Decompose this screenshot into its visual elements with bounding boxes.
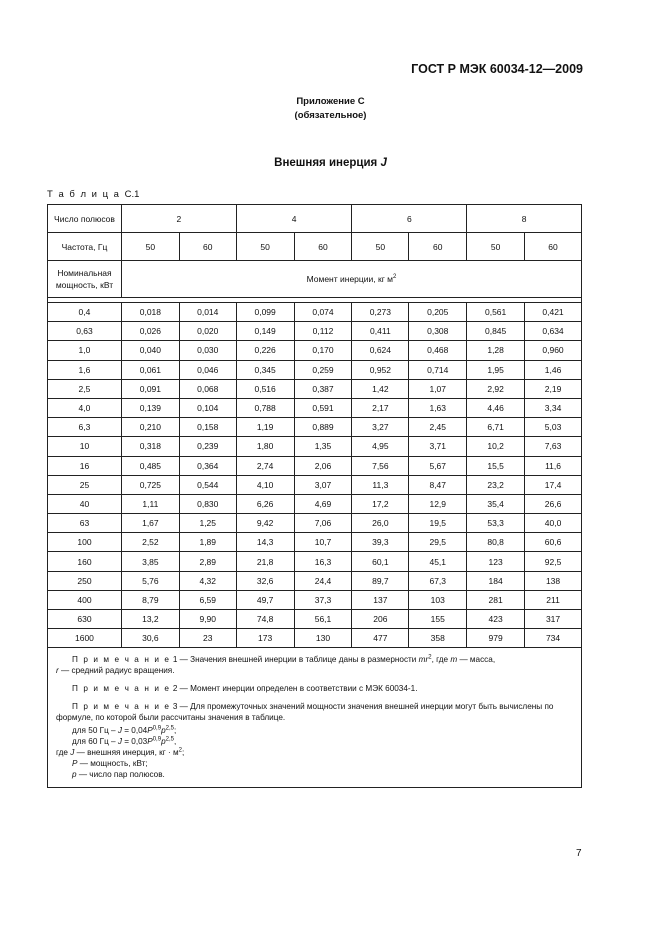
poles-row — [48, 205, 582, 233]
inertia-cell: 2,06 — [294, 456, 352, 475]
formula-60-exp-p: 2,5 — [165, 736, 174, 743]
where-p-line — [56, 769, 573, 780]
inertia-cell: 0,068 — [179, 379, 236, 398]
document-header: ГОСТ Р МЭК 60034-12—2009 — [411, 62, 583, 76]
inertia-cell: 89,7 — [352, 571, 409, 590]
poles-cell: 8 — [467, 205, 582, 233]
inertia-cell: 0,139 — [121, 398, 179, 417]
inertia-cell: 12,9 — [409, 494, 467, 513]
inertia-cell: 0,889 — [294, 418, 352, 437]
moment-header-sup: 2 — [393, 274, 397, 281]
inertia-cell: 477 — [352, 629, 409, 648]
moment-header — [121, 261, 581, 298]
inertia-cell: 0,046 — [179, 360, 236, 379]
formula-50-J: J — [117, 726, 122, 736]
inertia-cell: 45,1 — [409, 552, 467, 571]
note-1-text-d: — средний радиус вращения. — [58, 666, 175, 676]
inertia-cell: 3,07 — [294, 475, 352, 494]
inertia-cell: 0,830 — [179, 494, 236, 513]
note-1-text-c: — масса, — [457, 655, 496, 665]
table-row — [48, 552, 582, 571]
inertia-cell: 7,63 — [525, 437, 582, 456]
note-1-sup: 2 — [428, 654, 432, 661]
inertia-cell: 0,318 — [121, 437, 179, 456]
frequency-cell: 50 — [121, 233, 179, 261]
inertia-cell: 11,3 — [352, 475, 409, 494]
inertia-cell: 0,714 — [409, 360, 467, 379]
table-row — [48, 514, 582, 533]
inertia-cell: 2,45 — [409, 418, 467, 437]
inertia-cell: 17,2 — [352, 494, 409, 513]
poles-cell: 4 — [236, 205, 352, 233]
inertia-cell: 35,4 — [467, 494, 525, 513]
inertia-cell: 0,030 — [179, 341, 236, 360]
inertia-cell: 0,104 — [179, 398, 236, 417]
inertia-cell: 1,42 — [352, 379, 409, 398]
where-p: p — [72, 770, 77, 780]
note-2-label: П р и м е ч а н и е — [72, 684, 171, 694]
power-cell: 1,6 — [48, 360, 122, 379]
inertia-cell: 0,112 — [294, 322, 352, 341]
table-row — [48, 571, 582, 590]
power-cell: 25 — [48, 475, 122, 494]
frequency-cell: 50 — [467, 233, 525, 261]
inertia-cell: 60,6 — [525, 533, 582, 552]
formula-60-label: для 60 Гц – — [72, 737, 118, 747]
inertia-cell: 8,79 — [121, 590, 179, 609]
frequency-cell: 60 — [294, 233, 352, 261]
where-sup: 2 — [178, 747, 182, 754]
frequency-cell: 50 — [352, 233, 409, 261]
note-1 — [56, 654, 573, 676]
inertia-cell: 358 — [409, 629, 467, 648]
inertia-cell: 4,32 — [179, 571, 236, 590]
notes-row — [48, 648, 582, 788]
inertia-cell: 3,71 — [409, 437, 467, 456]
table-row — [48, 379, 582, 398]
formula-50-label: для 50 Гц – — [72, 726, 118, 736]
power-cell: 16 — [48, 456, 122, 475]
inertia-cell: 4,46 — [467, 398, 525, 417]
inertia-cell: 0,960 — [525, 341, 582, 360]
inertia-cell: 23,2 — [467, 475, 525, 494]
inertia-cell: 1,95 — [467, 360, 525, 379]
inertia-cell: 1,63 — [409, 398, 467, 417]
inertia-cell: 0,259 — [294, 360, 352, 379]
inertia-cell: 4,95 — [352, 437, 409, 456]
inertia-cell: 0,239 — [179, 437, 236, 456]
inertia-cell: 0,845 — [467, 322, 525, 341]
inertia-cell: 67,3 — [409, 571, 467, 590]
formula-50-p: p — [161, 726, 166, 736]
inertia-cell: 0,387 — [294, 379, 352, 398]
inertia-cell: 0,468 — [409, 341, 467, 360]
inertia-cell: 21,8 — [236, 552, 294, 571]
inertia-cell: 1,80 — [236, 437, 294, 456]
inertia-cell: 0,026 — [121, 322, 179, 341]
inertia-cell: 206 — [352, 610, 409, 629]
inertia-cell: 7,06 — [294, 514, 352, 533]
power-cell: 1,0 — [48, 341, 122, 360]
power-cell: 0,63 — [48, 322, 122, 341]
inertia-cell: 0,018 — [121, 303, 179, 322]
inertia-cell: 0,624 — [352, 341, 409, 360]
power-header-line-2: мощность, кВт — [55, 280, 114, 290]
inertia-cell: 26,0 — [352, 514, 409, 533]
table-row — [48, 437, 582, 456]
inertia-cell: 4,69 — [294, 494, 352, 513]
power-cell: 4,0 — [48, 398, 122, 417]
table-row — [48, 341, 582, 360]
inertia-cell: 92,5 — [525, 552, 582, 571]
inertia-cell: 2,19 — [525, 379, 582, 398]
inertia-cell: 0,040 — [121, 341, 179, 360]
inertia-cell: 130 — [294, 629, 352, 648]
inertia-cell: 80,8 — [467, 533, 525, 552]
note-1-text-a: Значения внешней инерции в таблице даны в размерности — [190, 655, 419, 665]
note-3-label: П р и м е ч а н и е — [72, 702, 171, 712]
formula-60-p: p — [161, 737, 166, 747]
inertia-cell: 0,014 — [179, 303, 236, 322]
frequency-cell: 50 — [236, 233, 294, 261]
appendix-subtitle: (обязательное) — [294, 110, 367, 121]
power-cell: 10 — [48, 437, 122, 456]
inertia-cell: 14,3 — [236, 533, 294, 552]
table-row — [48, 303, 582, 322]
inertia-cell: 1,89 — [179, 533, 236, 552]
table-row — [48, 494, 582, 513]
formula-50-exp-p: 2,5 — [165, 725, 174, 732]
power-cell: 160 — [48, 552, 122, 571]
inertia-cell: 979 — [467, 629, 525, 648]
table-row — [48, 610, 582, 629]
inertia-cell: 11,6 — [525, 456, 582, 475]
inertia-cell: 3,27 — [352, 418, 409, 437]
inertia-cell: 6,71 — [467, 418, 525, 437]
power-cell: 40 — [48, 494, 122, 513]
inertia-cell: 0,411 — [352, 322, 409, 341]
table-row — [48, 360, 582, 379]
formula-60-J: J — [117, 737, 122, 747]
where-p-text: — число пар полюсов. — [76, 770, 165, 780]
moment-header-text: Момент инерции, кг м — [306, 274, 394, 284]
inertia-cell: 5,67 — [409, 456, 467, 475]
where-prefix: где — [56, 748, 71, 758]
inertia-cell: 0,099 — [236, 303, 294, 322]
inertia-cell: 281 — [467, 590, 525, 609]
inertia-cell: 24,4 — [294, 571, 352, 590]
formula-60-exp-P: 0,9 — [152, 736, 162, 743]
inertia-cell: 2,52 — [121, 533, 179, 552]
inertia-cell: 26,6 — [525, 494, 582, 513]
inertia-cell: 0,170 — [294, 341, 352, 360]
section-title — [0, 157, 661, 169]
inertia-cell: 17,4 — [525, 475, 582, 494]
frequency-cell: 60 — [179, 233, 236, 261]
page-number: 7 — [576, 848, 582, 859]
table-label-text: Т а б л и ц а — [47, 189, 121, 200]
where-line — [56, 747, 573, 758]
section-title-symbol: J — [380, 157, 387, 169]
inertia-cell: 1,46 — [525, 360, 582, 379]
formula-50-exp-P: 0,9 — [152, 725, 162, 732]
frequency-cell: 60 — [409, 233, 467, 261]
inertia-cell: 0,952 — [352, 360, 409, 379]
note-2 — [56, 683, 573, 694]
table-row — [48, 322, 582, 341]
inertia-cell: 0,226 — [236, 341, 294, 360]
inertia-cell: 39,3 — [352, 533, 409, 552]
inertia-cell: 0,308 — [409, 322, 467, 341]
power-cell: 6,3 — [48, 418, 122, 437]
inertia-cell: 8,47 — [409, 475, 467, 494]
inertia-cell: 184 — [467, 571, 525, 590]
inertia-cell: 9,42 — [236, 514, 294, 533]
inertia-cell: 3,85 — [121, 552, 179, 571]
inertia-cell: 3,34 — [525, 398, 582, 417]
inertia-cell: 7,56 — [352, 456, 409, 475]
poles-cell: 2 — [121, 205, 236, 233]
inertia-cell: 5,76 — [121, 571, 179, 590]
table-row — [48, 533, 582, 552]
note-3-num: 3 — — [170, 702, 191, 712]
inertia-cell: 103 — [409, 590, 467, 609]
inertia-cell: 0,061 — [121, 360, 179, 379]
inertia-cell: 30,6 — [121, 629, 179, 648]
power-cell: 400 — [48, 590, 122, 609]
inertia-cell: 0,210 — [121, 418, 179, 437]
inertia-cell: 2,74 — [236, 456, 294, 475]
inertia-cell: 0,634 — [525, 322, 582, 341]
frequency-cell: 60 — [525, 233, 582, 261]
notes-cell — [48, 648, 582, 788]
inertia-cell: 1,35 — [294, 437, 352, 456]
inertia-cell: 0,421 — [525, 303, 582, 322]
where-text: — внешняя инерция, кг · м — [74, 748, 179, 758]
formula-50-coef: = 0,04 — [121, 726, 148, 736]
inertia-cell: 1,67 — [121, 514, 179, 533]
inertia-cell: 0,561 — [467, 303, 525, 322]
inertia-cell: 0,544 — [179, 475, 236, 494]
inertia-cell: 23 — [179, 629, 236, 648]
note-1-m: m — [450, 655, 458, 665]
inertia-cell: 0,273 — [352, 303, 409, 322]
note-3-text: Для промежуточных значений мощности значения внешней инерции могут быть вычислены по формуле, по которой были рассчитаны значения в таблице. — [56, 702, 554, 723]
inertia-cell: 1,25 — [179, 514, 236, 533]
table-row — [48, 398, 582, 417]
inertia-cell: 0,149 — [236, 322, 294, 341]
where-J: J — [70, 748, 75, 758]
table-label-number: С.1 — [124, 189, 140, 200]
note-2-num: 2 — — [170, 684, 191, 694]
inertia-cell: 16,3 — [294, 552, 352, 571]
note-2-text: Момент инерции определен в соответствии с МЭК 60034-1. — [190, 684, 418, 694]
appendix-title: Приложение С — [296, 96, 365, 107]
formula-60-P: P — [147, 737, 153, 747]
inertia-cell: 138 — [525, 571, 582, 590]
inertia-cell: 10,7 — [294, 533, 352, 552]
note-1-num: 1 — — [170, 655, 191, 665]
inertia-cell: 2,17 — [352, 398, 409, 417]
table-row — [48, 475, 582, 494]
where-P-line — [56, 758, 573, 769]
inertia-cell: 29,5 — [409, 533, 467, 552]
table-row — [48, 418, 582, 437]
inertia-cell: 317 — [525, 610, 582, 629]
table-label — [47, 189, 139, 200]
note-1-text-b: , где — [431, 655, 451, 665]
power-cell: 250 — [48, 571, 122, 590]
note-3 — [56, 701, 573, 723]
power-cell: 63 — [48, 514, 122, 533]
note-1-r: r — [56, 666, 59, 676]
power-cell: 2,5 — [48, 379, 122, 398]
table-row — [48, 456, 582, 475]
section-title-text: Внешняя инерция — [274, 157, 381, 169]
inertia-cell: 53,3 — [467, 514, 525, 533]
power-cell: 630 — [48, 610, 122, 629]
inertia-cell: 1,07 — [409, 379, 467, 398]
inertia-cell: 32,6 — [236, 571, 294, 590]
table-row — [48, 590, 582, 609]
table-row — [48, 629, 582, 648]
inertia-cell: 0,345 — [236, 360, 294, 379]
inertia-cell: 0,788 — [236, 398, 294, 417]
inertia-cell: 0,485 — [121, 456, 179, 475]
note-1-label: П р и м е ч а н и е — [72, 655, 171, 665]
inertia-cell: 40,0 — [525, 514, 582, 533]
where-P: P — [72, 759, 78, 769]
inertia-cell: 123 — [467, 552, 525, 571]
inertia-cell: 0,158 — [179, 418, 236, 437]
inertia-cell: 734 — [525, 629, 582, 648]
inertia-cell: 0,516 — [236, 379, 294, 398]
inertia-cell: 155 — [409, 610, 467, 629]
inertia-cell: 0,591 — [294, 398, 352, 417]
where-end: ; — [182, 748, 185, 758]
power-cell: 100 — [48, 533, 122, 552]
inertia-cell: 19,5 — [409, 514, 467, 533]
where-P-text: — мощность, кВт; — [77, 759, 148, 769]
power-cell: 0,4 — [48, 303, 122, 322]
inertia-cell: 6,26 — [236, 494, 294, 513]
poles-cell: 6 — [352, 205, 467, 233]
data-rows — [48, 303, 582, 648]
inertia-cell: 2,92 — [467, 379, 525, 398]
inertia-cell: 0,074 — [294, 303, 352, 322]
inertia-cell: 211 — [525, 590, 582, 609]
inertia-cell: 0,364 — [179, 456, 236, 475]
inertia-cell: 2,89 — [179, 552, 236, 571]
inertia-cell: 6,59 — [179, 590, 236, 609]
poles-header: Число полюсов — [48, 205, 122, 233]
inertia-table — [47, 204, 582, 788]
frequency-header: Частота, Гц — [48, 233, 122, 261]
appendix-heading — [0, 95, 661, 123]
inertia-cell: 5,03 — [525, 418, 582, 437]
formula-50-P: P — [147, 726, 153, 736]
inertia-cell: 0,725 — [121, 475, 179, 494]
inertia-cell: 1,11 — [121, 494, 179, 513]
inertia-cell: 423 — [467, 610, 525, 629]
inertia-cell: 137 — [352, 590, 409, 609]
power-cell: 1600 — [48, 629, 122, 648]
inertia-cell: 49,7 — [236, 590, 294, 609]
inertia-cell: 4,10 — [236, 475, 294, 494]
inertia-cell: 60,1 — [352, 552, 409, 571]
inertia-cell: 56,1 — [294, 610, 352, 629]
power-header-line-1: Номинальная — [57, 268, 112, 278]
formula-50hz: для 50 Гц – $J = 0,04P^{0,9}p^{2,5}$; — [72, 725, 177, 736]
note-1-mr: mr — [418, 655, 429, 665]
inertia-cell: 10,2 — [467, 437, 525, 456]
formula-60-coef: = 0,03 — [121, 737, 148, 747]
inertia-cell: 15,5 — [467, 456, 525, 475]
inertia-cell: 37,3 — [294, 590, 352, 609]
inertia-cell: 0,205 — [409, 303, 467, 322]
inertia-cell: 1,19 — [236, 418, 294, 437]
inertia-cell: 0,020 — [179, 322, 236, 341]
frequency-row — [48, 233, 582, 261]
inertia-cell: 9,90 — [179, 610, 236, 629]
inertia-cell: 1,28 — [467, 341, 525, 360]
inertia-cell: 0,091 — [121, 379, 179, 398]
units-row — [48, 261, 582, 298]
inertia-cell: 74,8 — [236, 610, 294, 629]
inertia-cell: 173 — [236, 629, 294, 648]
power-header — [48, 261, 122, 298]
inertia-cell: 13,2 — [121, 610, 179, 629]
formula-60hz: для 60 Гц – $J = 0,03P^{0,9}p^{2,5}$, — [72, 736, 177, 747]
